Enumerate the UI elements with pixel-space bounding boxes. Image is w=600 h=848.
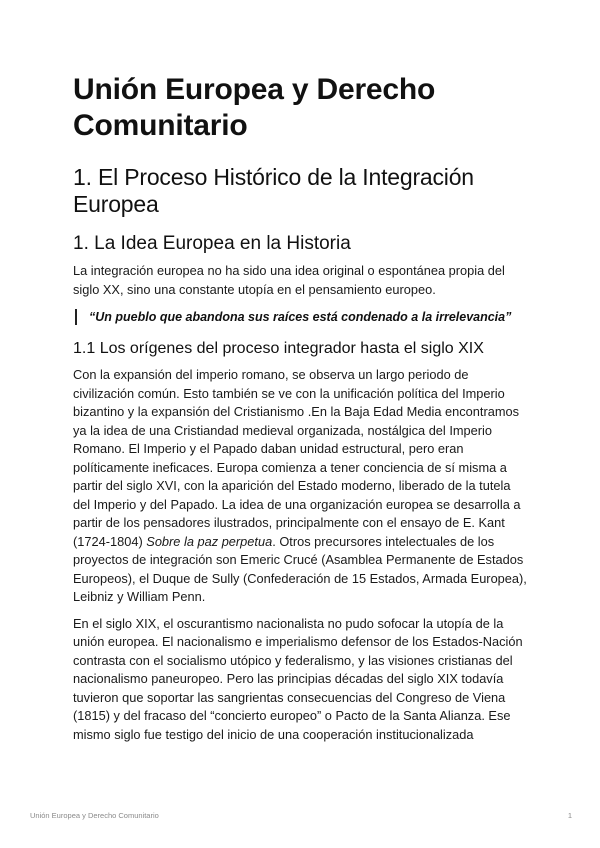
document-title: Unión Europea y Derecho Comunitario	[73, 73, 436, 142]
paragraph-1-text-a: Con la expansión del imperio romano, se observa un largo periodo de civilización común. Esto también se ve con la unificación política del Imperio bizantino y la expansión del Cristianismo .En la Baja Edad Media encontramos ya la idea de una Cristiandad medieval organizada, nostálgica del Imperio Romano. El Imperio y el Papado daban unidad estructural, pero eran políticamente ineficaces. Europa comienza a tener conciencia de sí misma a partir del siglo XVI, con la aparición del Estado moderno, liberado de la tutela del Imperio y del Papado. La idea de una organización europea se desarrolla a partir de los pensadores ilustrados, principalmente con el ensayo de E. Kant (1724-1804)	[73, 367, 521, 549]
subsubsection-title: 1.1 Los orígenes del proceso integrador hasta el siglo XIX	[73, 340, 484, 357]
subsection-title: 1. La Idea Europea en la Historia	[73, 233, 351, 254]
book-title-italic: Sobre la paz perpetua	[146, 533, 273, 549]
page-content	[73, 72, 529, 752]
page-number: 1	[567, 811, 572, 820]
intro-paragraph: La integración europea no ha sido una idea original o espontánea propia del siglo XX, sino una constante utopía en el pensamiento europeo.	[73, 263, 505, 297]
body-paragraph-2: En el siglo XIX, el oscurantismo nacionalista no pudo sofocar la utopía de la unión europea. El nacionalismo e imperialismo defensor de los Estados-Nación contrasta con el socialismo utópico y federalismo, y las visiones cristianas del nacionalismo paneuropeo. Pero las principias décadas del siglo XIX todavía tuvieron que soportar las sangrientas consecuencias del Congreso de Viena (1815) y del fracaso del “concierto europeo” o Pacto de la Santa Alianza. Ese mismo siglo fue testigo del inicio de una cooperación institucionalizada	[73, 615, 523, 742]
paragraph-1-text-b: . Otros precursores intelectuales de los proyectos de integración son Emeric Crucé (Asamblea Permanente de Estados Europeos), el Duque de Sully (Confederación de 15 Estados, Armada Europea), Leibniz y William Penn.	[73, 533, 527, 604]
section-title: 1. El Proceso Histórico de la Integración Europea	[73, 164, 474, 217]
page-footer	[30, 811, 572, 820]
body-paragraph-1	[73, 366, 529, 607]
footer-title: Unión Europea y Derecho Comunitario	[30, 811, 159, 820]
blockquote: “Un pueblo que abandona sus raíces está condenado a la irrelevancia”	[75, 309, 529, 325]
